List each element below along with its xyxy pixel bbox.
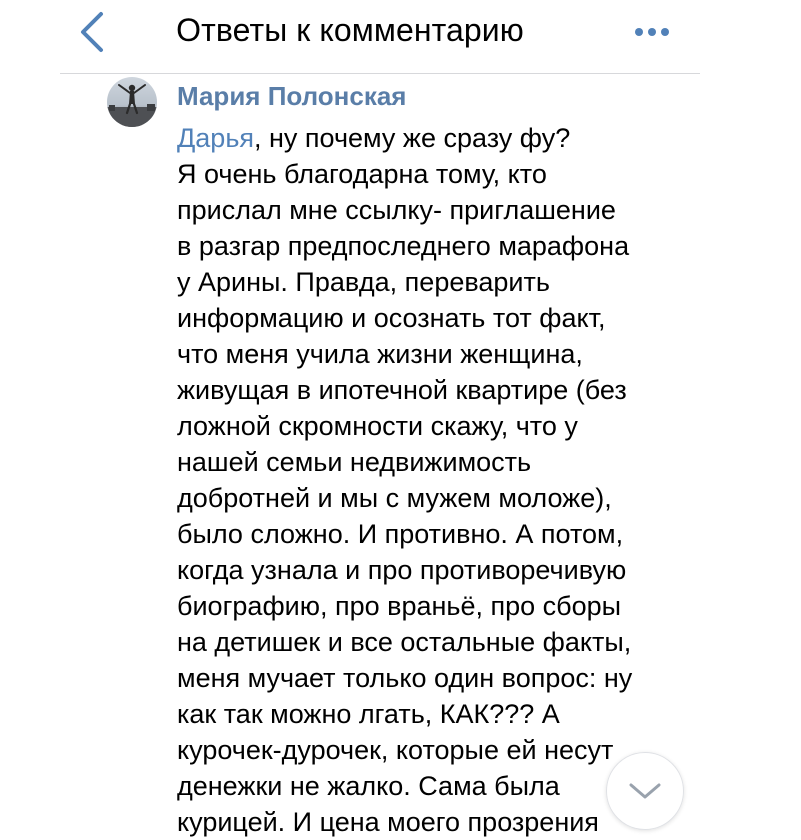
comment-line: живущая в ипотечной квартире (без <box>177 375 627 405</box>
comment-line: меня мучает только один вопрос: ну <box>177 663 633 693</box>
comment-line: Я очень благодарна тому, кто <box>177 159 547 189</box>
more-button[interactable] <box>624 14 680 50</box>
chevron-down-icon <box>627 780 663 802</box>
mention-link[interactable]: Дарья <box>177 123 255 153</box>
comment-line: на детишек и все остальные факты, <box>177 627 632 657</box>
comment-line: что меня учила жизни женщина, <box>177 339 583 369</box>
right-margin <box>700 0 801 839</box>
comment-line: у Арины. Правда, переварить <box>177 267 550 297</box>
comment-line: в разгар предпоследнего марафона <box>177 231 630 261</box>
comment-line: ложной скромности скажу, что у <box>177 411 578 441</box>
comment-line <box>177 120 687 156</box>
more-dot <box>661 28 669 36</box>
comment-text <box>177 120 687 840</box>
avatar[interactable] <box>107 77 157 127</box>
chevron-left-icon <box>77 10 107 54</box>
comment-line: нашей семьи недвижимость <box>177 447 532 477</box>
comment-line: добротней и мы с мужем моложе), <box>177 483 612 513</box>
avatar-image <box>107 77 157 127</box>
back-button[interactable] <box>70 8 114 56</box>
comment-line: прислал мне ссылку- приглашение <box>177 195 616 225</box>
scroll-down-button[interactable] <box>606 752 684 830</box>
comment-line: информацию и осознать тот факт, <box>177 303 606 333</box>
comment-line: как так можно лгать, КАК??? А <box>177 699 560 729</box>
comment-line: курицей. И цена моего прозрения <box>177 807 599 837</box>
more-horizontal-icon <box>635 28 643 36</box>
header-divider <box>60 73 700 74</box>
comment-author[interactable]: Мария Полонская <box>177 81 407 111</box>
more-dot <box>648 28 656 36</box>
comment-line: биографию, про враньё, про сборы <box>177 591 622 621</box>
comment-line: было сложно. И противно. А потом, <box>177 519 624 549</box>
comment-line: когда узнала и про противоречивую <box>177 555 627 585</box>
header <box>0 0 700 74</box>
comment-line: денежки не жалко. Сама была <box>177 771 560 801</box>
page-title: Ответы к комментарию <box>176 12 524 48</box>
comment-line-text: , ну почему же сразу фу? <box>254 123 571 153</box>
comment-line: курочек-дурочек, которые ей несут <box>177 735 614 765</box>
